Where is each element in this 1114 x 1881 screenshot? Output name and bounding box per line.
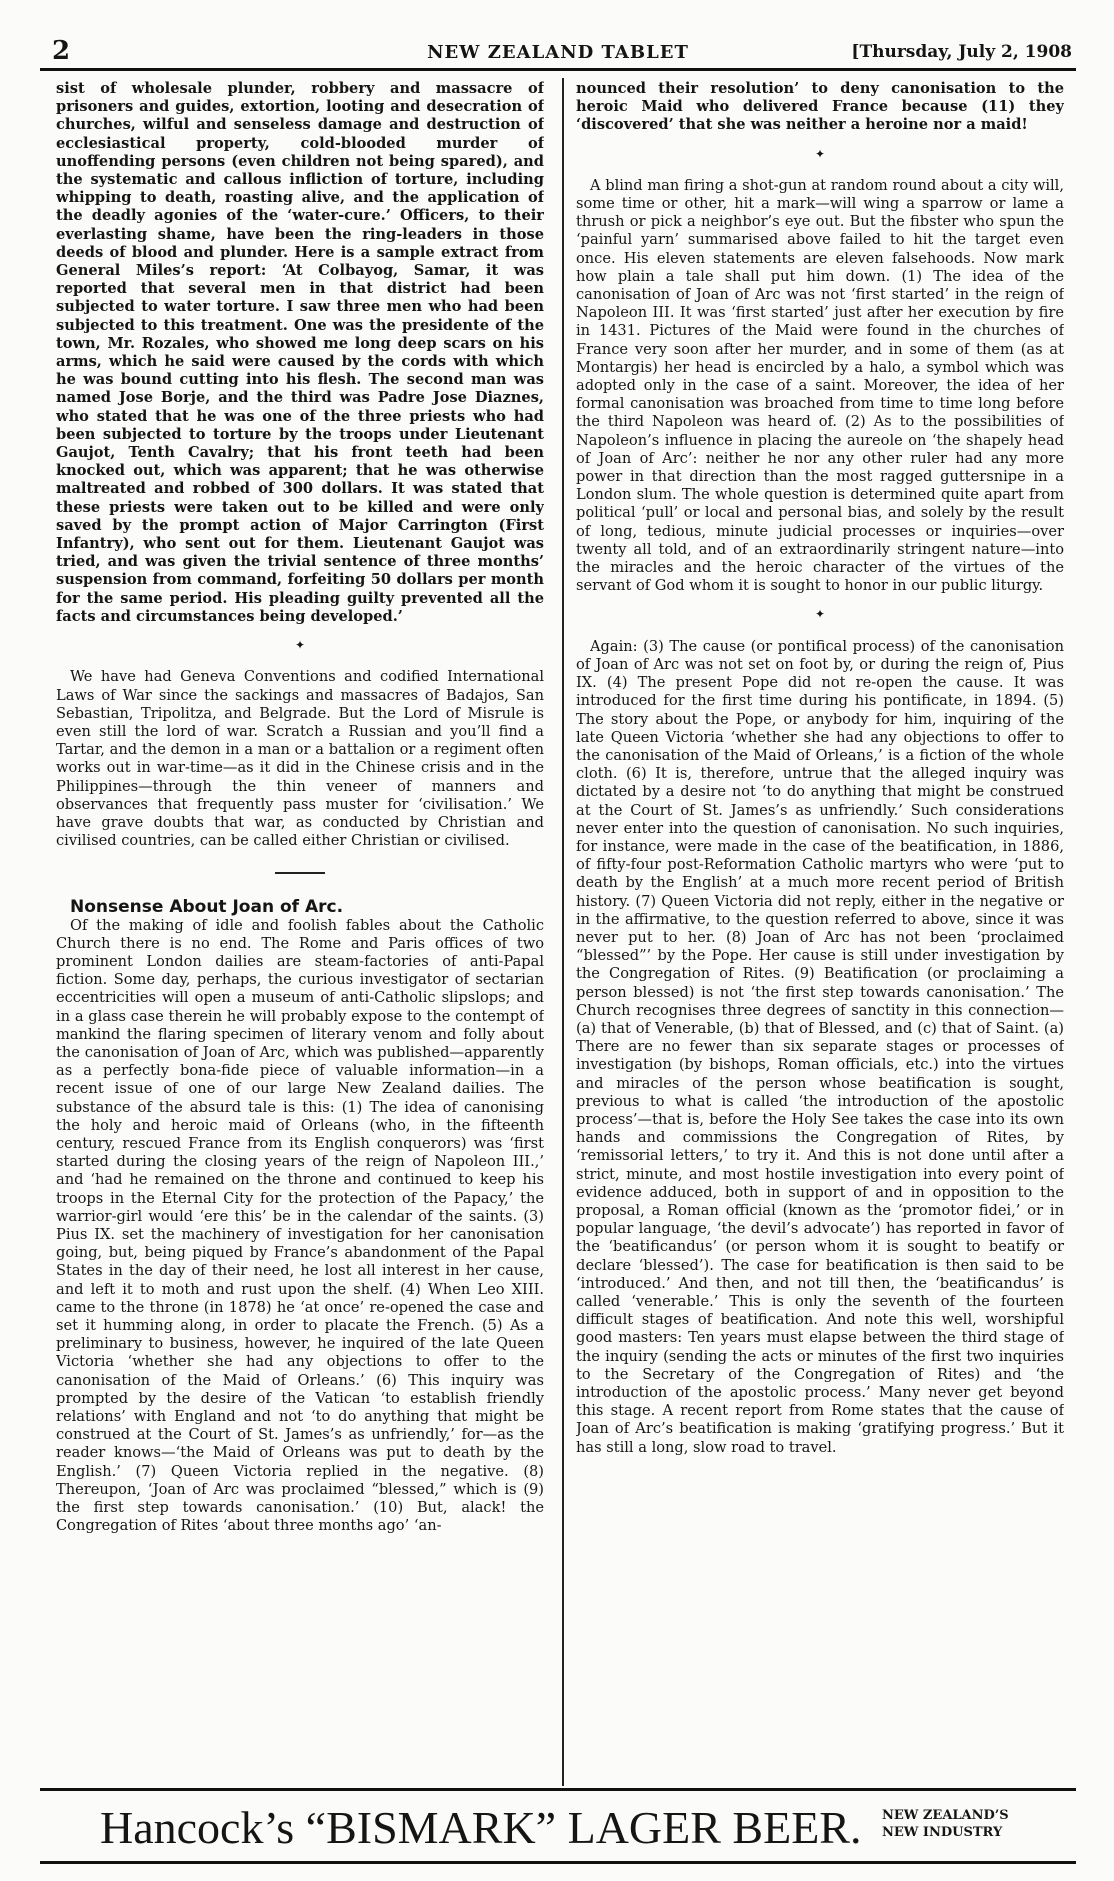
right-paragraph-1: nounced their resolution’ to deny canonisation to the heroic Maid who delivered France because (11) they ‘discovered’ that she was neither a heroine nor a maid! <box>576 80 1064 134</box>
section-divider-star: ✦ <box>814 146 826 161</box>
issue-date: [Thursday, July 2, 1908 <box>851 42 1072 62</box>
column-divider <box>562 78 564 1786</box>
newspaper-title: NEW ZEALAND TABLET <box>427 42 689 63</box>
short-rule-divider <box>275 872 325 874</box>
left-paragraph-1: sist of wholesale plunder, robbery and massacre of prisoners and guides, extortion, looting and desecration of churches, wilful and senseless damage and destruction of ecclesiastical property, cold-blooded murder of unoffending persons (even children not being spared), and the systematic and callous infliction of torture, including whipping to death, roasting alive, and the application of the deadly agonies of the ‘water-cure.’ Officers, to their everlasting shame, have been the ring-leaders in those deeds of blood and plunder. Here is a sample extract from General Miles’s report: ‘At Colbayog, Samar, it was reported that several men in that district had been subjected to water torture. I saw three men who had been subjected to this treatment. One was the presidente of the town, Mr. Rozales, who showed me long deep scars on his arms, which he said were caused by the cords with which he was bound cutting into his flesh. The second man was named Jose Borje, and the third was Padre Jose Diaznes, who stated that he was one of the three priests who had been subjected to torture by the troops under Lieutenant Gaujot, Tenth Cavalry; that his front teeth had been knocked out, which was apparent; that he was otherwise maltreated and robbed of 300 dollars. It was stated that these priests were taken out to be killed and were only saved by the prompt action of Major Carrington (First Infantry), who sent out for them. Lieutenant Gaujot was tried, and was given the trivial sentence of three months’ suspension from command, forfeiting 50 dollars per month for the same period. His pleading guilty prevented all the facts and circumstances being developed.’ <box>56 80 544 625</box>
section-divider-star: ✦ <box>814 607 826 622</box>
left-paragraph-3: Of the making of idle and foolish fables about the Catholic Church there is no end. The Rome and Paris offices of two prominent London dailies are steam-factories of anti-Papal fiction. Some day, perhaps, the curious investigator of sectarian eccentricities will open a museum of anti-Catholic slipslops; and in a glass case therein he will probably expose to the contempt of mankind the flaring specimen of literary venom and folly about the canonisation of Joan of Arc, which was published—apparently as a perfectly bona-fide piece of valuable information—in a recent issue of one of our large New Zealand dailies. The substance of the absurd tale is this: (1) The idea of canonising the holy and heroic maid of Orleans (who, in the fifteenth century, rescued France from its English conquerors) was ‘first started during the closing years of the reign of Napoleon III.,’ and ‘had he remained on the throne and continued to keep his troops in the Eternal City for the protection of the Papacy,’ the warrior-girl would ‘ere this’ be in the calendar of the saints. (3) Pius IX. set the machinery of investigation for her canonisation going, but, being piqued by France’s abandonment of the Papal States in the day of their need, he lost all interest in her cause, and left it to moth and rust upon the shelf. (4) When Leo XIII. came to the throne (in 1878) he ‘at once’ re-opened the case and set it humming along, in order to placate the French. (5) As a preliminary to business, however, he inquired of the late Queen Victoria ‘whether she had any objections to offer to the canonisation of the Maid of Orleans.’ (6) This inquiry was prompted by the desire of the Vatican ‘to establish friendly relations’ with England and not ‘to do anything that might be construed at the Court of St. James’s as unfriendly,’ for—as the reader knows—‘the Maid of Orleans was put to death by the English.’ (7) Queen Victoria replied in the negative. (8) Thereupon, ‘Joan of Arc was proclaimed “blessed,” which is (9) the first step towards canonisation.’ (10) But, alack! the Congregation of Rites ‘about three months ago’ ‘an- <box>56 916 544 1535</box>
right-paragraph-3: Again: (3) The cause (or pontifical process) of the canonisation of Joan of Arc was not set on foot by, or during the reign of, Pius IX. (4) The present Pope did not re-open the cause. It was introduced for the first time during his pontificate, in 1894. (5) The story about the Pope, or anybody for him, inquiring of the late Queen Victoria ‘whether she had any objections to offer to the canonisation of the Maid of Orleans,’ is a fiction of the whole cloth. (6) It is, therefore, untrue that the alleged inquiry was dictated by a desire not ‘to do anything that might be construed at the Court of St. James’s as unfriendly.’ Such considerations never enter into the question of canonisation. No such inquiries, for instance, were made in the case of the beatification, in 1886, of fifty-four post-Reformation Catholic martyrs who were ‘put to death by the English’ at a much more recent period of British history. (7) Queen Victoria did not reply, either in the negative or in the affirmative, to the question referred to above, since it was never put to her. (8) Joan of Arc has not been ‘proclaimed “blessed”’ by the Pope. Her cause is still under investigation by the Congregation of Rites. (9) Beatification (or proclaiming a person blessed) is not ‘the first step towards canonisation.’ The Church recognises three degrees of sanctity in this connection—(a) that of Venerable, (b) that of Blessed, and (c) that of Saint. (a) There are no fewer than six separate stages or processes of investigation (by bishops, Roman officials, etc.) into the virtues and miracles of the person whose beatification is sought, previous to what is called ‘the introduction of the apostolic process’—that is, before the Holy See takes the case into its own hands and commissions the Congregation of Rites, by ‘remissorial letters,’ to try it. And this is not done until after a strict, minute, and most hostile investigation into every point of evidence adduced, both in support of and in opposition to the proposal, a Roman official (known as the ‘promotor fidei,’ or in popular language, ‘the devil’s advocate’) has reported in favor of the ‘beatificandus’ (or person whom it is sought to beatify or declare ‘blessed’). The case for beatification is then said to be ‘introduced.’ And then, and not till then, the ‘beatificandus’ is called ‘venerable.’ This is only the seventh of the fourteen difficult stages of beatification. And note this well, worshipful good masters: Ten years must elapse between the third stage of the inquiry (sending the acts or minutes of the first two inquiries to the Secretary of the Congregation of Rites) and ‘the introduction of the apostolic process.’ Many never get beyond this stage. A recent report from Rome states that the cause of Joan of Arc’s beatification is making ‘gratifying progress.’ But it has still a long, slow road to travel. <box>576 637 1064 1456</box>
advertisement-side-line-2: NEW INDUSTRY <box>882 1825 1003 1840</box>
advertisement-side-text <box>882 1807 1009 1841</box>
section-divider-star: ✦ <box>294 638 306 653</box>
masthead <box>40 34 1076 71</box>
advertisement-banner <box>40 1788 1076 1864</box>
page-number: 2 <box>52 36 71 66</box>
right-paragraph-2: A blind man firing a shot-gun at random round about a city will, some time or other, hit a mark—will wing a sparrow or lame a thrush or pick a neighbor’s eye out. But the fibster who spun the ‘painful yarn’ summarised above failed to hit the target even once. His eleven statements are eleven falsehoods. Now mark how plain a tale shall put him down. (1) The idea of the canonisation of Joan of Arc was not ‘first started’ in the reign of Napoleon III. It was ‘first started’ just after her execution by fire in 1431. Pictures of the Maid were found in the churches of France very soon after her murder, and in some of them (as at Montargis) her head is encircled by a halo, a symbol which was adopted only in the case of a saint. Moreover, the idea of her formal canonisation was broached from time to time long before the third Napoleon was heard of. (2) As to the possibilities of Napoleon’s influence in placing the aureole on ‘the shapely head of Joan of Arc’: neither he nor any other ruler had any more power in that direction than the most ragged guttersnipe in a London slum. The whole question is determined quite apart from political ‘pull’ or local and personal bias, and solely by the result of long, tedious, minute judicial processes or inquiries—over twenty all told, and of an extraordinarily stringent nature—into the miracles and the heroic character of the virtues of the servant of God whom it is sought to honor in our public liturgy. <box>576 176 1064 595</box>
article-heading: Nonsense About Joan of Arc. <box>70 897 344 918</box>
advertisement-text: Hancock’s “BISMARK” LAGER BEER. <box>100 1802 862 1853</box>
left-paragraph-2: We have had Geneva Conventions and codified International Laws of War since the sackings and massacres of Badajos, San Sebastian, Tripolitza, and Belgrade. But the Lord of Misrule is even still the lord of war. Scratch a Russian and you’ll find a Tartar, and the demon in a man or a battalion or a regiment often works out in war-time—as it did in the Chinese crisis and in the Philippines—through the thin veneer of manners and observances that frequently pass muster for ‘civilisation.’ We have grave doubts that war, as conducted by Christian and civilised countries, can be called either Christian or civilised. <box>56 668 544 850</box>
left-column <box>56 80 544 1785</box>
right-column <box>576 80 1064 1785</box>
advertisement-side-line-1: NEW ZEALAND’S <box>882 1808 1009 1823</box>
